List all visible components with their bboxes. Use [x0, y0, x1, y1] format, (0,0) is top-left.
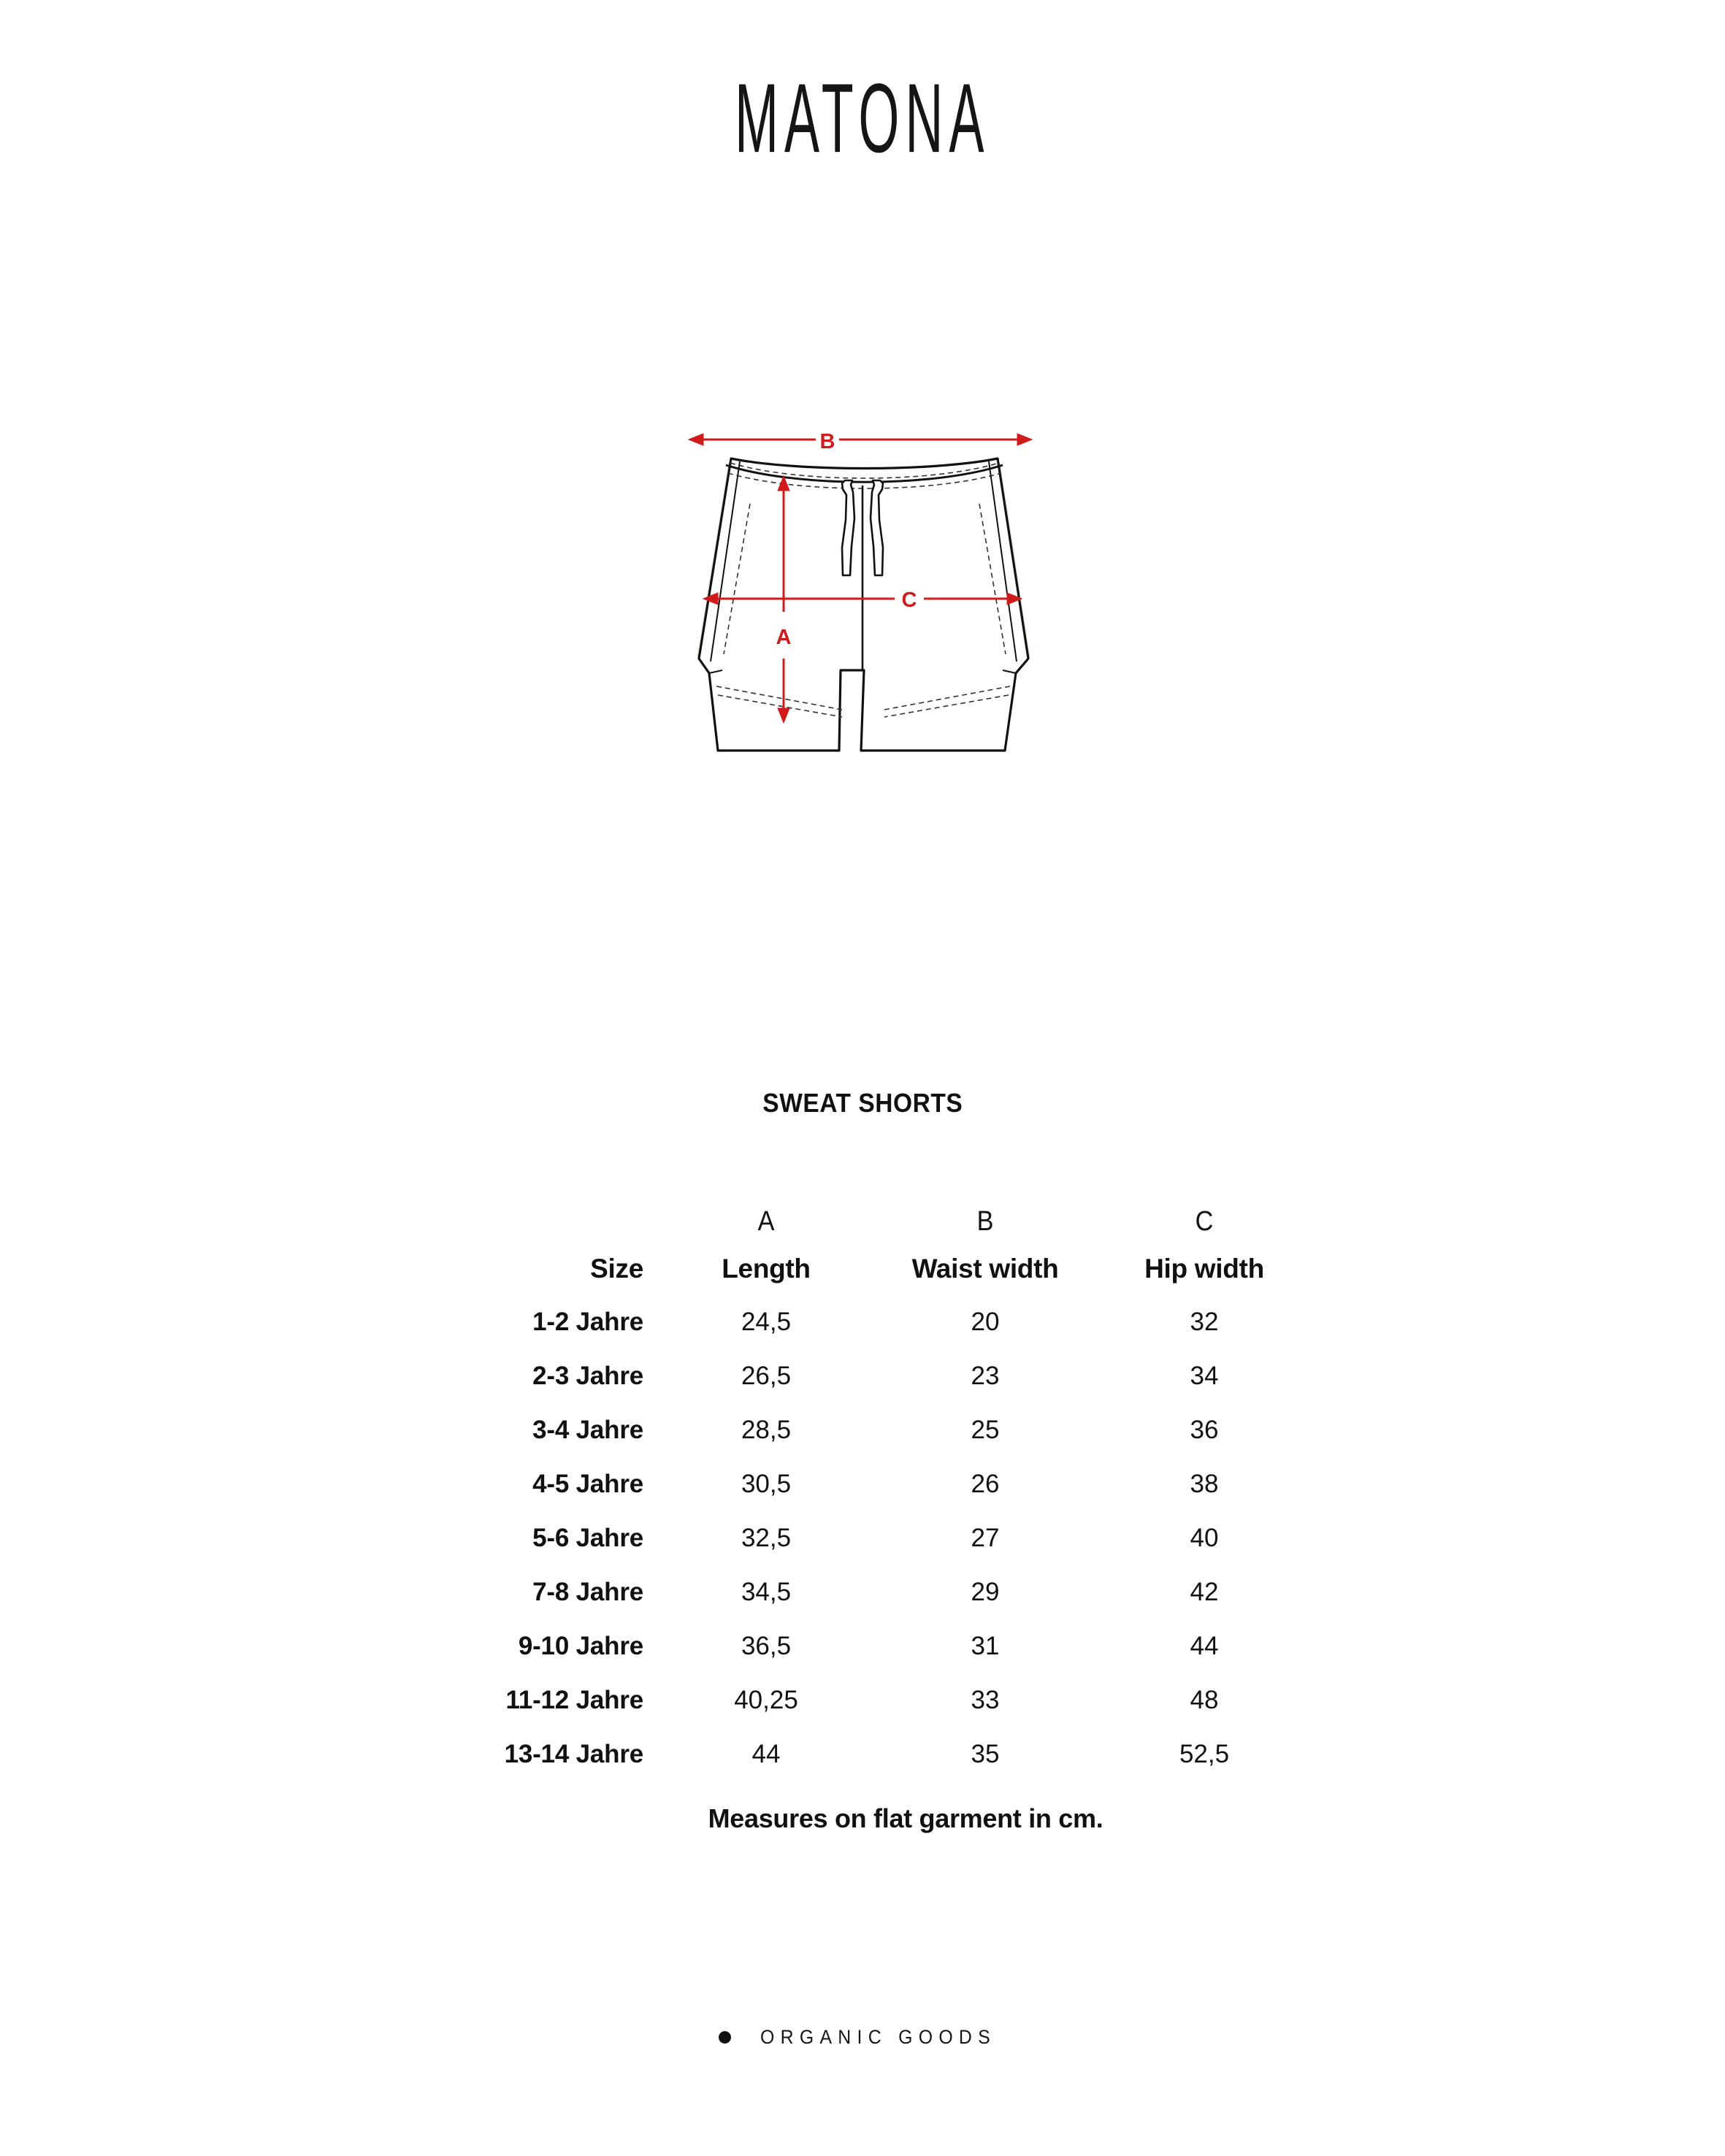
header-hip-width: Hip width [1144, 1254, 1264, 1284]
shorts-outline [699, 459, 1028, 751]
cell-hip: 36 [1190, 1416, 1219, 1444]
cell-length: 44 [751, 1740, 781, 1768]
cell-waist: 23 [971, 1362, 1000, 1390]
letter-c: C [1195, 1205, 1214, 1237]
cell-length: 24,5 [741, 1308, 792, 1336]
brand-logo: MATONA [735, 63, 990, 174]
header-waist-width: Waist width [911, 1254, 1059, 1284]
cell-waist: 26 [971, 1470, 1000, 1498]
cell-hip: 38 [1190, 1470, 1219, 1498]
measurement-letter-row [411, 1200, 1314, 1243]
cell-size: 5-6 Jahre [532, 1524, 643, 1552]
measurement-note: Measures on flat garment in cm. [708, 1803, 1104, 1833]
cell-length: 36,5 [741, 1632, 792, 1660]
measure-label-b: B [819, 430, 835, 453]
cell-size: 11-12 Jahre [505, 1686, 643, 1714]
product-title: SWEAT SHORTS [762, 1088, 963, 1118]
cell-hip: 42 [1190, 1578, 1219, 1606]
cell-length: 30,5 [741, 1470, 792, 1498]
cell-size: 9-10 Jahre [518, 1632, 643, 1660]
size-table [411, 1200, 1314, 1781]
table-row [411, 1295, 1314, 1349]
cell-waist: 27 [971, 1524, 1000, 1552]
cell-waist: 33 [971, 1686, 1000, 1714]
cell-length: 28,5 [741, 1416, 792, 1444]
cell-length: 32,5 [741, 1524, 792, 1552]
cell-hip: 34 [1190, 1362, 1219, 1390]
cell-hip: 32 [1190, 1308, 1219, 1336]
measure-b-arrow [689, 434, 1032, 445]
cell-size: 1-2 Jahre [532, 1308, 643, 1336]
header-size: Size [590, 1254, 643, 1284]
cell-waist: 25 [971, 1416, 1000, 1444]
cell-size: 7-8 Jahre [532, 1578, 643, 1606]
cell-waist: 31 [971, 1632, 1000, 1660]
table-row [411, 1727, 1314, 1781]
cell-size: 2-3 Jahre [532, 1362, 643, 1390]
bullet-dot-icon [719, 2031, 731, 2044]
cell-hip: 44 [1190, 1632, 1219, 1660]
sweat-shorts-illustration [673, 416, 1052, 781]
cell-waist: 35 [971, 1740, 1000, 1768]
measure-label-c: C [901, 588, 917, 612]
cell-size: 13-14 Jahre [504, 1740, 643, 1768]
footer [0, 2026, 1725, 2049]
cell-waist: 20 [971, 1308, 1000, 1336]
table-row [411, 1457, 1314, 1511]
header-length: Length [722, 1254, 811, 1284]
cell-hip: 40 [1190, 1524, 1219, 1552]
cell-size: 4-5 Jahre [532, 1470, 643, 1498]
garment-diagram [0, 416, 1725, 785]
brand-tagline: ORGANIC GOODS [760, 2026, 996, 2048]
column-header-row [411, 1243, 1314, 1295]
size-chart-section [0, 1088, 1725, 1834]
letter-b: B [976, 1205, 994, 1237]
brand-header [0, 61, 1725, 174]
cell-hip: 48 [1190, 1686, 1219, 1714]
cell-length: 34,5 [741, 1578, 792, 1606]
cell-length: 26,5 [741, 1362, 792, 1390]
measure-label-a: A [776, 626, 792, 649]
cell-waist: 29 [971, 1578, 1000, 1606]
cell-hip: 52,5 [1179, 1740, 1230, 1768]
letter-a: A [757, 1205, 775, 1237]
letter-blank [424, 1200, 644, 1243]
table-row [411, 1511, 1314, 1565]
cell-size: 3-4 Jahre [532, 1416, 643, 1444]
table-row [411, 1565, 1314, 1619]
table-row [411, 1349, 1314, 1403]
cell-length: 40,25 [734, 1686, 798, 1714]
table-row [411, 1619, 1314, 1673]
table-row [411, 1403, 1314, 1457]
table-row [411, 1673, 1314, 1727]
